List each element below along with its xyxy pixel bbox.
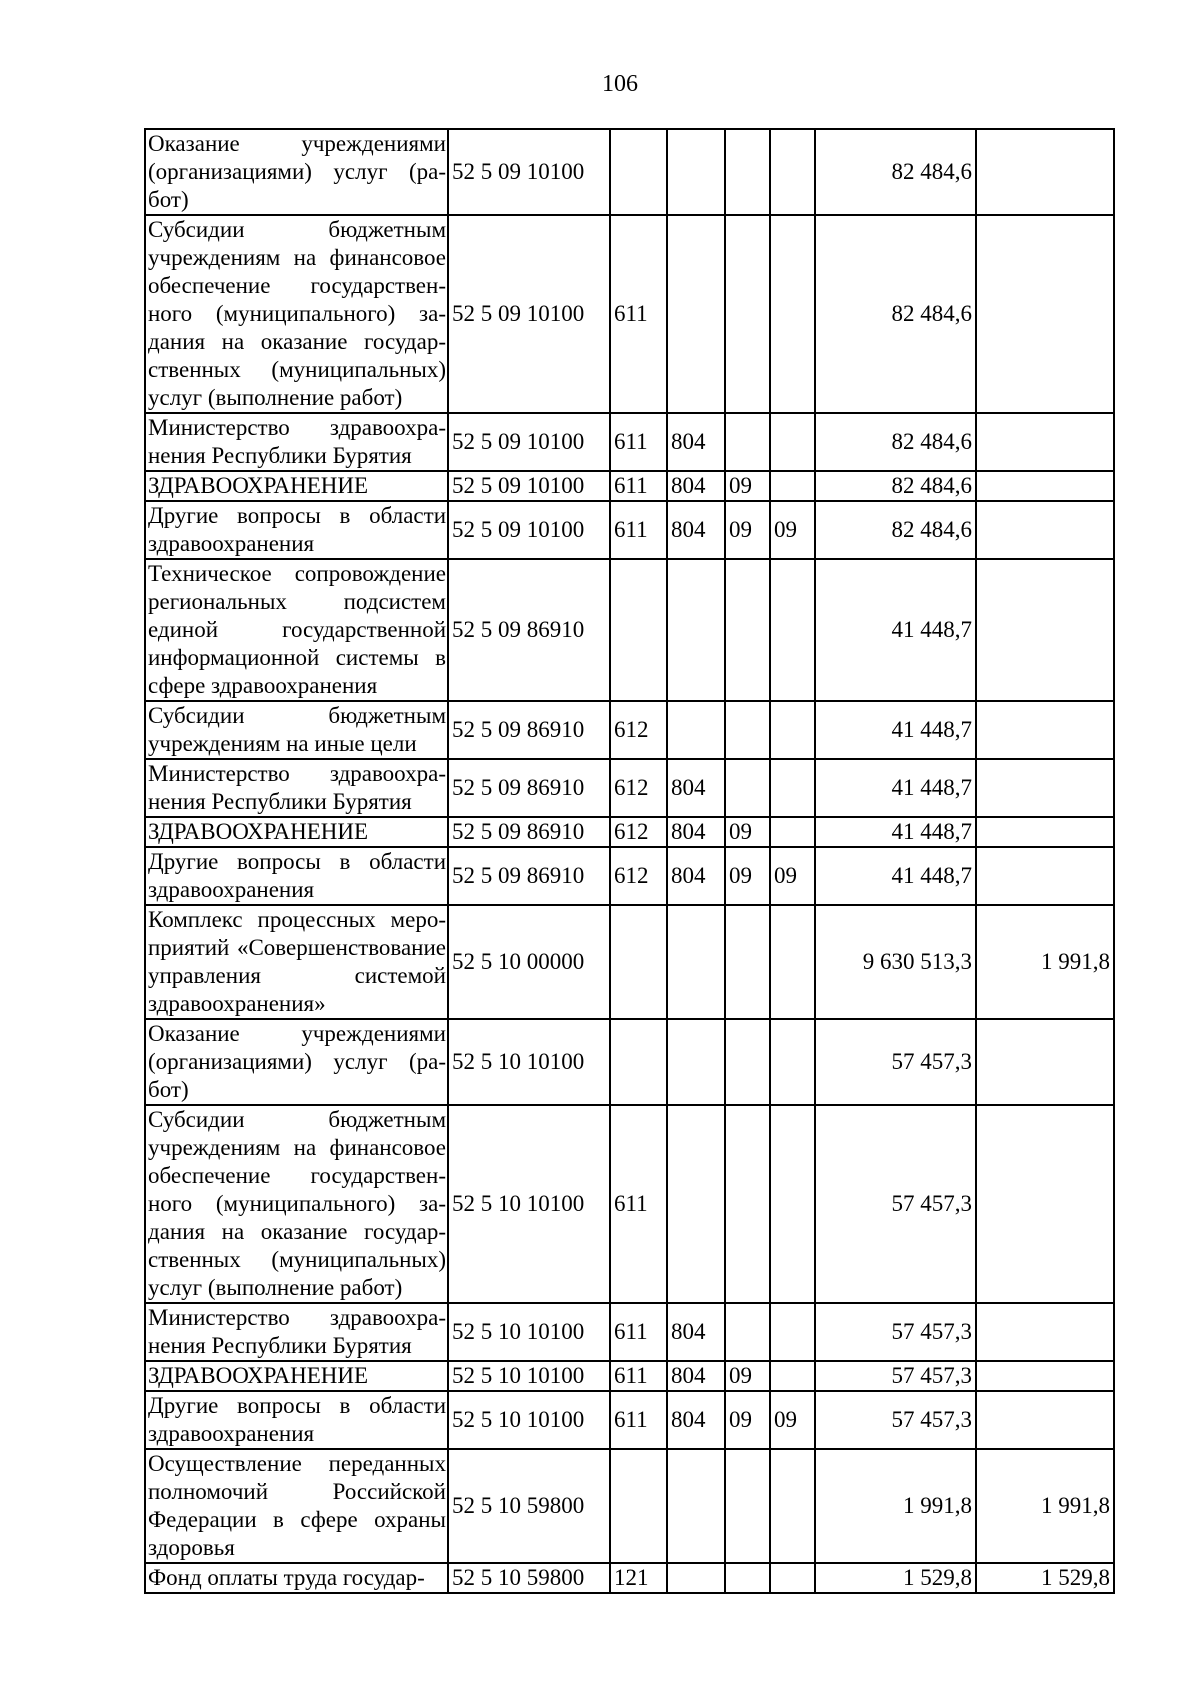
cell-main-manager: 804: [667, 1303, 725, 1361]
cell-name: Министерство здравоохранения Республики Бурятия: [145, 759, 448, 817]
cell-subsection: 09: [770, 501, 815, 559]
budget-table: [144, 128, 1115, 1594]
cell-amount-federal: [976, 1019, 1114, 1105]
cell-amount-federal: 1 991,8: [976, 1449, 1114, 1563]
cell-main-manager: 804: [667, 501, 725, 559]
cell-section: 09: [725, 1391, 770, 1449]
cell-name: Субсидии бюджетным учреждениям на финансовое обеспечение государственного (муниципального) задания на оказание государственных (муниципальных) услуг (выполнение работ): [145, 215, 448, 413]
cell-name: Осуществление переданных полномочий Российской Федерации в сфере охраны здоровья: [145, 1449, 448, 1563]
cell-section: [725, 905, 770, 1019]
cell-amount: 41 448,7: [815, 701, 976, 759]
cell-target-article: 52 5 09 86910: [448, 701, 610, 759]
cell-expense-type: 611: [610, 1391, 667, 1449]
cell-name: Министерство здравоохранения Республики Бурятия: [145, 413, 448, 471]
cell-subsection: [770, 817, 815, 847]
cell-target-article: 52 5 09 10100: [448, 471, 610, 501]
cell-target-article: 52 5 09 10100: [448, 215, 610, 413]
table-row: [145, 1361, 1114, 1391]
page-number: 106: [602, 71, 638, 97]
cell-expense-type: [610, 1449, 667, 1563]
cell-subsection: [770, 215, 815, 413]
cell-amount-federal: 1 991,8: [976, 905, 1114, 1019]
cell-name: Другие вопросы в области здравоохранения: [145, 847, 448, 905]
cell-section: 09: [725, 1361, 770, 1391]
cell-amount-federal: [976, 701, 1114, 759]
table-row: [145, 501, 1114, 559]
cell-main-manager: [667, 559, 725, 701]
cell-expense-type: 611: [610, 215, 667, 413]
cell-subsection: [770, 1105, 815, 1303]
cell-main-manager: 804: [667, 1391, 725, 1449]
cell-target-article: 52 5 10 59800: [448, 1449, 610, 1563]
cell-subsection: [770, 759, 815, 817]
cell-amount-federal: [976, 413, 1114, 471]
cell-amount: 82 484,6: [815, 501, 976, 559]
cell-section: 09: [725, 817, 770, 847]
cell-expense-type: 611: [610, 1105, 667, 1303]
cell-amount: 1 991,8: [815, 1449, 976, 1563]
table-row: [145, 559, 1114, 701]
cell-expense-type: 121: [610, 1563, 667, 1593]
cell-expense-type: 612: [610, 701, 667, 759]
cell-amount-federal: [976, 1391, 1114, 1449]
cell-amount-federal: [976, 129, 1114, 215]
cell-main-manager: [667, 1563, 725, 1593]
cell-main-manager: [667, 1449, 725, 1563]
cell-name: Комплекс процессных мероприятий «Совершенствование управления системой здравоохранения»: [145, 905, 448, 1019]
cell-main-manager: 804: [667, 413, 725, 471]
cell-amount-federal: [976, 817, 1114, 847]
cell-amount: 82 484,6: [815, 129, 976, 215]
cell-target-article: 52 5 09 10100: [448, 413, 610, 471]
cell-section: [725, 413, 770, 471]
cell-target-article: 52 5 09 10100: [448, 129, 610, 215]
cell-section: [725, 701, 770, 759]
cell-main-manager: [667, 129, 725, 215]
cell-name: Оказание учреждениями (организациями) услуг (работ): [145, 1019, 448, 1105]
cell-amount-federal: [976, 215, 1114, 413]
cell-amount-federal: [976, 471, 1114, 501]
cell-target-article: 52 5 10 10100: [448, 1105, 610, 1303]
table-row: [145, 1019, 1114, 1105]
cell-section: [725, 1303, 770, 1361]
cell-subsection: [770, 129, 815, 215]
cell-section: [725, 129, 770, 215]
table-row: [145, 471, 1114, 501]
cell-main-manager: [667, 1019, 725, 1105]
cell-subsection: 09: [770, 1391, 815, 1449]
cell-amount-federal: [976, 759, 1114, 817]
cell-subsection: 09: [770, 847, 815, 905]
cell-target-article: 52 5 09 86910: [448, 759, 610, 817]
cell-main-manager: 804: [667, 847, 725, 905]
cell-main-manager: 804: [667, 759, 725, 817]
cell-amount: 57 457,3: [815, 1105, 976, 1303]
cell-section: 09: [725, 471, 770, 501]
cell-amount: 82 484,6: [815, 471, 976, 501]
cell-amount: 41 448,7: [815, 759, 976, 817]
cell-subsection: [770, 1449, 815, 1563]
table-row: [145, 759, 1114, 817]
cell-name: Фонд оплаты труда государ-: [145, 1563, 448, 1593]
cell-section: 09: [725, 501, 770, 559]
cell-name: Субсидии бюджетным учреждениям на иные цели: [145, 701, 448, 759]
cell-amount: 82 484,6: [815, 413, 976, 471]
cell-expense-type: 611: [610, 1361, 667, 1391]
cell-subsection: [770, 1303, 815, 1361]
cell-subsection: [770, 701, 815, 759]
cell-name: Другие вопросы в области здравоохранения: [145, 1391, 448, 1449]
table-row: [145, 215, 1114, 413]
cell-amount: 41 448,7: [815, 847, 976, 905]
cell-name: Субсидии бюджетным учреждениям на финансовое обеспечение государственного (муниципального) задания на оказание государственных (муниципальных) услуг (выполнение работ): [145, 1105, 448, 1303]
cell-target-article: 52 5 09 86910: [448, 817, 610, 847]
cell-expense-type: [610, 1019, 667, 1105]
cell-section: [725, 215, 770, 413]
cell-section: [725, 559, 770, 701]
cell-amount-federal: [976, 1361, 1114, 1391]
cell-expense-type: [610, 129, 667, 215]
table-row: [145, 1563, 1114, 1593]
cell-amount-federal: [976, 847, 1114, 905]
cell-name: ЗДРАВООХРАНЕНИЕ: [145, 817, 448, 847]
table-row: [145, 1303, 1114, 1361]
cell-amount: 41 448,7: [815, 817, 976, 847]
cell-subsection: [770, 471, 815, 501]
cell-target-article: 52 5 10 10100: [448, 1361, 610, 1391]
cell-section: [725, 759, 770, 817]
cell-target-article: 52 5 09 10100: [448, 501, 610, 559]
cell-main-manager: [667, 905, 725, 1019]
cell-amount: 9 630 513,3: [815, 905, 976, 1019]
cell-section: [725, 1563, 770, 1593]
table-row: [145, 905, 1114, 1019]
table-row: [145, 817, 1114, 847]
cell-name: Оказание учреждениями (организациями) услуг (работ): [145, 129, 448, 215]
cell-main-manager: 804: [667, 1361, 725, 1391]
cell-target-article: 52 5 09 86910: [448, 847, 610, 905]
cell-subsection: [770, 559, 815, 701]
cell-main-manager: [667, 1105, 725, 1303]
cell-expense-type: [610, 905, 667, 1019]
cell-subsection: [770, 905, 815, 1019]
table-row: [145, 847, 1114, 905]
cell-target-article: 52 5 10 00000: [448, 905, 610, 1019]
cell-amount-federal: 1 529,8: [976, 1563, 1114, 1593]
cell-expense-type: 611: [610, 413, 667, 471]
cell-section: 09: [725, 847, 770, 905]
table-row: [145, 1449, 1114, 1563]
table-row: [145, 129, 1114, 215]
cell-section: [725, 1019, 770, 1105]
cell-target-article: 52 5 10 10100: [448, 1391, 610, 1449]
cell-expense-type: 611: [610, 471, 667, 501]
table-row: [145, 413, 1114, 471]
cell-expense-type: 611: [610, 1303, 667, 1361]
cell-amount: 57 457,3: [815, 1361, 976, 1391]
cell-amount-federal: [976, 1303, 1114, 1361]
cell-amount-federal: [976, 1105, 1114, 1303]
cell-target-article: 52 5 09 86910: [448, 559, 610, 701]
cell-amount: 41 448,7: [815, 559, 976, 701]
cell-target-article: 52 5 10 10100: [448, 1303, 610, 1361]
cell-expense-type: 612: [610, 759, 667, 817]
cell-main-manager: 804: [667, 817, 725, 847]
cell-amount: 57 457,3: [815, 1019, 976, 1105]
table-row: [145, 1105, 1114, 1303]
cell-subsection: [770, 1361, 815, 1391]
table-row: [145, 1391, 1114, 1449]
cell-expense-type: 612: [610, 817, 667, 847]
cell-section: [725, 1105, 770, 1303]
cell-amount-federal: [976, 559, 1114, 701]
cell-subsection: [770, 1019, 815, 1105]
cell-expense-type: 612: [610, 847, 667, 905]
cell-amount-federal: [976, 501, 1114, 559]
cell-target-article: 52 5 10 59800: [448, 1563, 610, 1593]
cell-name: ЗДРАВООХРАНЕНИЕ: [145, 471, 448, 501]
cell-subsection: [770, 413, 815, 471]
cell-amount: 57 457,3: [815, 1391, 976, 1449]
cell-amount: 1 529,8: [815, 1563, 976, 1593]
cell-name: Министерство здравоохранения Республики Бурятия: [145, 1303, 448, 1361]
cell-main-manager: 804: [667, 471, 725, 501]
cell-subsection: [770, 1563, 815, 1593]
cell-target-article: 52 5 10 10100: [448, 1019, 610, 1105]
cell-section: [725, 1449, 770, 1563]
cell-name: Другие вопросы в области здравоохранения: [145, 501, 448, 559]
table-row: [145, 701, 1114, 759]
cell-name: ЗДРАВООХРАНЕНИЕ: [145, 1361, 448, 1391]
cell-expense-type: 611: [610, 501, 667, 559]
cell-main-manager: [667, 701, 725, 759]
cell-amount: 82 484,6: [815, 215, 976, 413]
cell-name: Техническое сопровождение региональных подсистем единой государственной информационной системы в сфере здравоохранения: [145, 559, 448, 701]
cell-main-manager: [667, 215, 725, 413]
cell-amount: 57 457,3: [815, 1303, 976, 1361]
cell-expense-type: [610, 559, 667, 701]
